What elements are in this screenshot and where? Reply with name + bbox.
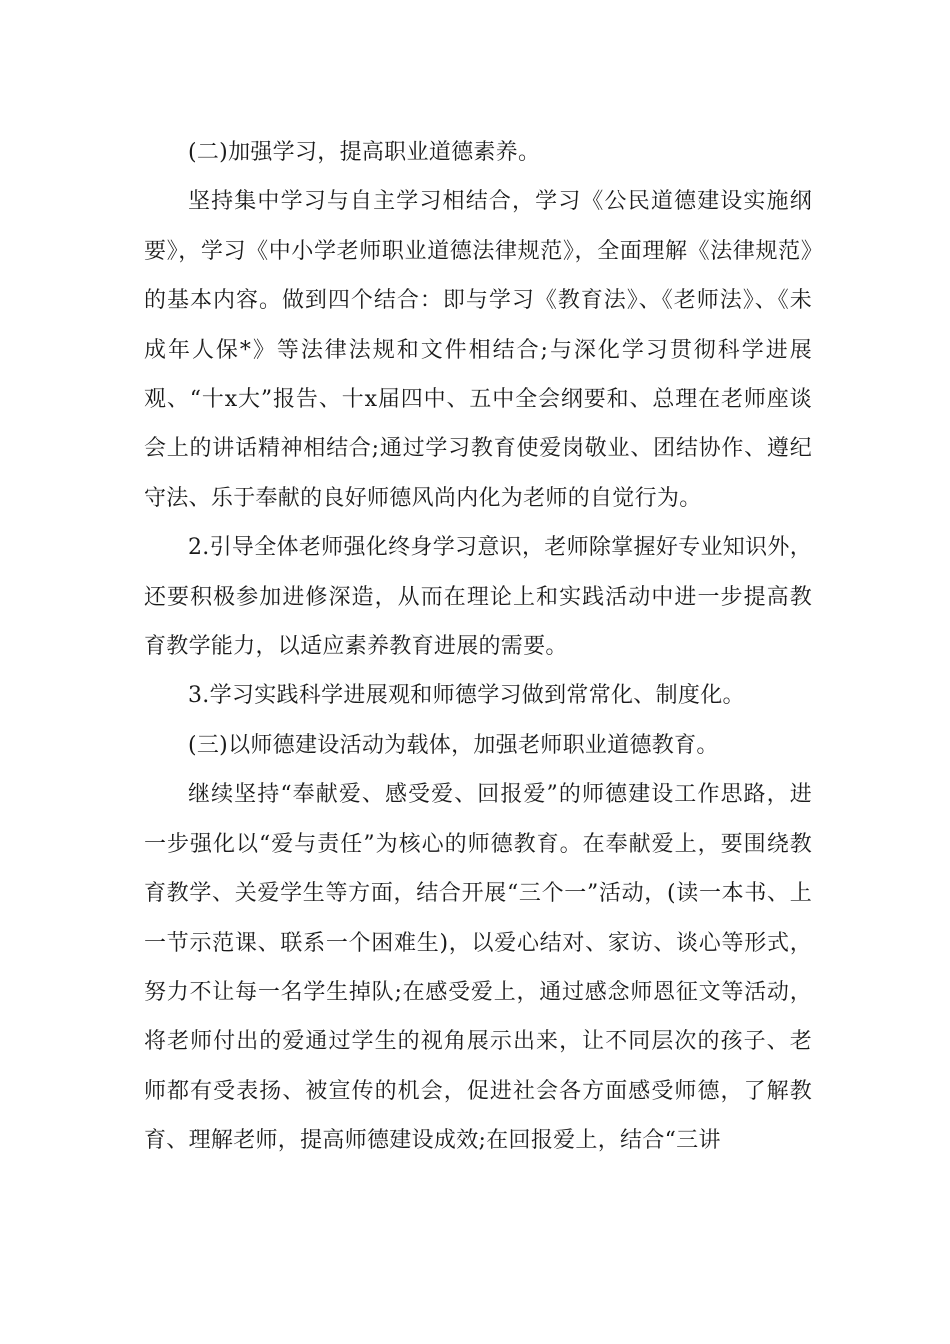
paragraph-section-3-heading: (三)以师德建设活动为载体，加强老师职业道德教育。 — [188, 732, 719, 758]
paragraph-section-2-heading: (二)加强学习，提高职业道德素养。 — [188, 140, 541, 165]
paragraph-lifelong-learning: 2.引导全体老师强化终身学习意识，老师除掌握好专业知识外，还要积极参加进修深造，从而在理论上和实践活动中进一步提高教育教学能力，以适应素养教育进展的需要。 — [144, 535, 812, 660]
paragraph-love-and-responsibility: 继续坚持“奉献爱、感受爱、回报爱”的师德建设工作思路，进一步强化以“爱与责任”为核心的师德教育。在奉献爱上，要围绕教育教学、关爱学生等方面，结合开展“三个一”活动，(读一本书、上一节示范课、联系一个困难生)，以爱心结对、家访、谈心等形式，努力不让每一名学生掉队;在感受爱上，通过感念师恩征文等活动，将老师付出的爱通过学生的视角展示出来，让不同层次的孩子、老师都有受表扬、被宣传的机会，促进社会各方面感受师德，了解教育、理解老师，提高师德建设成效;在回报爱上，结合“三讲 — [144, 782, 812, 1154]
paragraph-combined-study: 坚持集中学习与自主学习相结合，学习《公民道德建设实施纲要》，学习《中小学老师职业道德法律规范》，全面理解《法律规范》的基本内容。做到四个结合：即与学习《教育法》、《老师法》、《未成年人保*》等法律法规和文件相结合;与深化学习贯彻科学进展观、“十x大”报告、十x届四中、五中全会纲要和、总理在老师座谈会上的讲话精神相结合;通过学习教育使爱岗敬业、团结协作、遵纪守法、乐于奉献的良好师德风尚内化为老师的自觉行为。 — [144, 189, 812, 511]
document-body — [144, 128, 812, 1166]
paragraph-practice-regular: 3.学习实践科学进展观和师德学习做到常常化、制度化。 — [188, 683, 745, 709]
